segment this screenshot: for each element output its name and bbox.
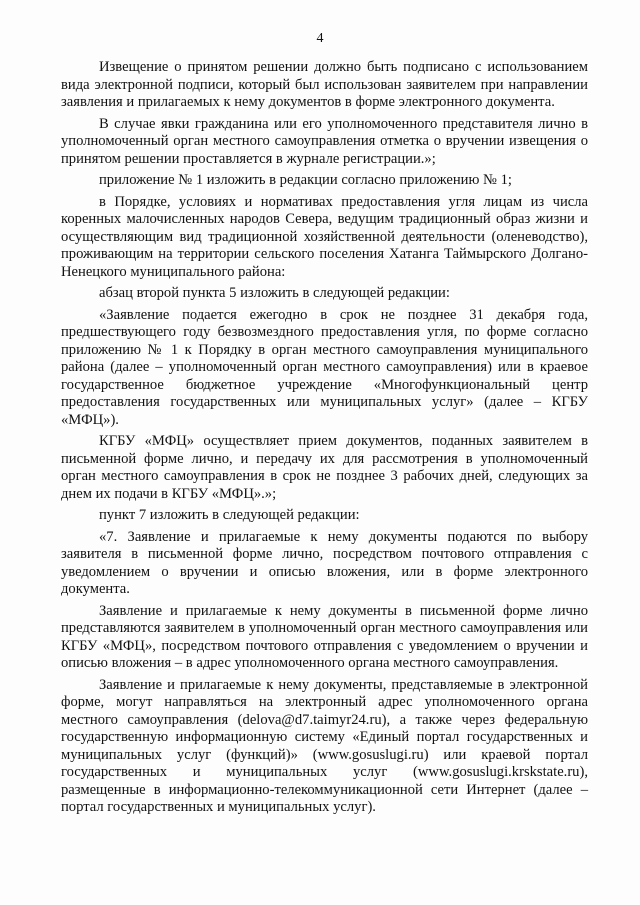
paragraph: абзац второй пункта 5 изложить в следующей редакции: <box>99 285 450 301</box>
paragraph: приложение № 1 изложить в редакции согласно приложению № 1; <box>99 172 512 188</box>
paragraph: в Порядке, условиях и нормативах предоставления угля лицам из числа коренных малочисленных народов Севера, ведущим традиционный образ жизни и осуществляющим вид традиционной хозяйственной деятельности (оленеводство), проживающим на территории сельского поселения Хатанга Таймырского Долгано-Ненецкого муниципального района: <box>61 193 588 280</box>
paragraph: Заявление и прилагаемые к нему документы, представляемые в электронной форме, могут направляться на электронный адрес уполномоченного органа местного самоуправления (delova@d7.taimyr24.ru), а также через федеральную государственную информационную систему «Единый портал государственных и муниципальных услуг (функций)» (www.gosuslugi.ru) или краевой портал государственных и муниципальных услуг (www.gosuslugi.krskstate.ru), размещенные в информационно-телекоммуникационной сети Интернет (далее – портал государственных и муниципальных услуг). <box>61 676 588 815</box>
paragraph: Извещение о принятом решении должно быть подписано с использованием вида электронной подписи, который был использован заявителем при направлении заявления и прилагаемых к нему документов в форме электронного документа. <box>61 59 588 110</box>
paragraph: В случае явки гражданина или его уполномоченного представителя лично в уполномоченный орган местного самоуправления отметка о вручении извещения о принятом решении проставляется в журнале регистрации.»; <box>61 115 588 167</box>
paragraph: КГБУ «МФЦ» осуществляет прием документов, поданных заявителем в письменной форме лично, и передачу их для рассмотрения в уполномоченный орган местного самоуправления в срок не позднее 3 рабочих дней, следующих за днем их подачи в КГБУ «МФЦ».»; <box>61 433 588 502</box>
paragraph: «7. Заявление и прилагаемые к нему документы подаются по выбору заявителя в письменной форме лично, посредством почтового отправления с уведомлением о вручении и описью вложения, или в форме электронного документа. <box>61 528 588 597</box>
document-body <box>61 59 588 817</box>
paragraph: Заявление и прилагаемые к нему документы в письменной форме лично представляются заявителем в уполномоченный орган местного самоуправления или КГБУ «МФЦ», посредством почтового отправления с уведомлением о вручении и описью вложения – в адрес уполномоченного органа местного самоуправления. <box>61 602 588 671</box>
paragraph: пункт 7 изложить в следующей редакции: <box>99 507 360 523</box>
page-number: 4 <box>316 31 324 46</box>
paragraph: «Заявление подается ежегодно в срок не позднее 31 декабря года, предшествующего году безвозмездного предоставления угля, по форме согласно приложению № 1 к Порядку в орган местного самоуправления муниципального района (далее – уполномоченный орган местного самоуправления) или в краевое государственное бюджетное учреждение «Многофункциональный центр предоставления государственных или муниципальных услуг» (далее – КГБУ «МФЦ»). <box>61 306 588 428</box>
